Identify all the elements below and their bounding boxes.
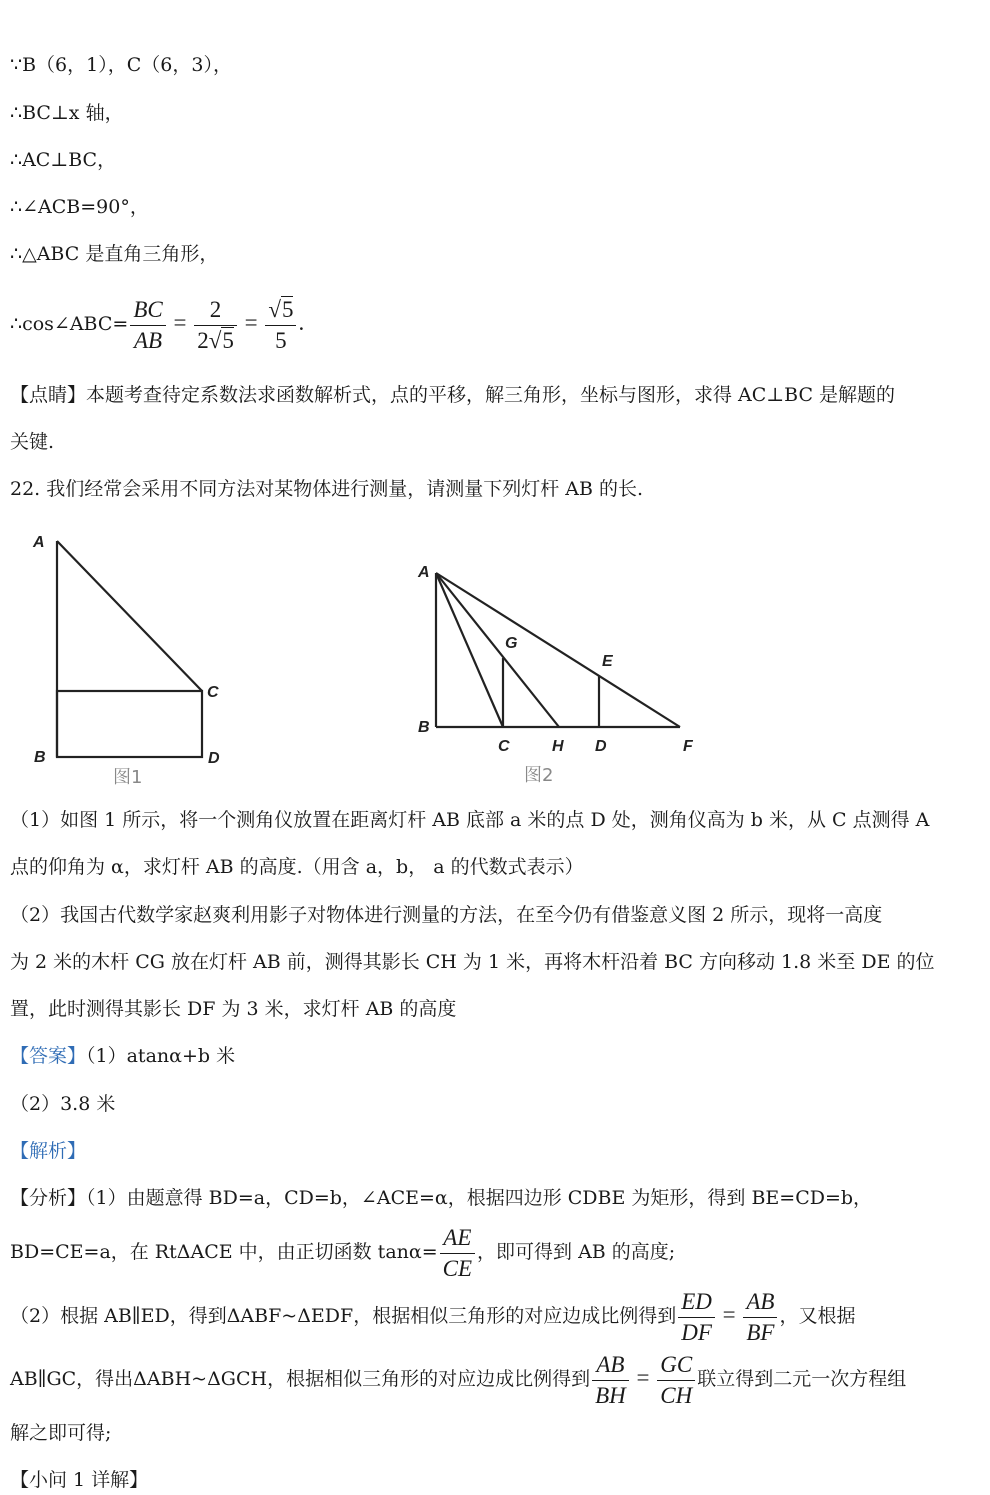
part-2-question: （2）我国古代数学家赵爽利用影子对物体进行测量的方法，在至今仍有借鉴意义图 2 所示，现将一高度	[10, 904, 883, 926]
figure-1	[57, 541, 202, 757]
label-g: G	[505, 635, 518, 652]
fraction-2-over-2root5	[194, 295, 237, 356]
fraction-denominator: 2√5	[197, 327, 234, 353]
fraction-root5-over-5	[265, 295, 296, 356]
question-figures	[0, 525, 990, 790]
label-a: A	[418, 564, 430, 581]
label-h: H	[552, 738, 564, 755]
answer-1: （1）atanα+b 米	[86, 1045, 236, 1067]
answer-2: （2）3.8 米	[10, 1093, 116, 1115]
dianjing-note: 【点睛】本题考查待定系数法求函数解析式，点的平移，解三角形，坐标与图形，求得 AC⊥BC 是解题的	[10, 384, 896, 406]
part-1-question: （1）如图 1 所示，将一个测角仪放置在距离灯杆 AB 底部 a 米的点 D 处，测角仪高为 b 米，从 C 点测得 A	[10, 809, 930, 831]
label-f: F	[683, 738, 693, 755]
dianjing-note-cont: 关键.	[10, 431, 55, 453]
fraction-ab-bf: $\frac{AB}{BF}$	[743, 1287, 777, 1348]
label-c: C	[498, 738, 510, 755]
label-c: C	[207, 684, 219, 701]
fraction-numerator: BC	[130, 295, 165, 326]
analysis-line-5: 解之即可得;	[10, 1422, 112, 1444]
line-cos-formula: ∴cos∠ABC= $\frac{BC}{AB}$ = $\frac{2}{2√5}$ = $\frac{√5}{5}$ .	[10, 292, 304, 356]
part-2-question-cont: 为 2 米的木杆 CG 放在灯杆 AB 前，测得其影长 CH 为 1 米，再将木杆沿着 BC 方向移动 1.8 米至 DE 的位	[10, 951, 935, 973]
fraction-ae-ce: $\frac{AE}{CE}$	[440, 1223, 475, 1284]
fraction-bc-ab	[130, 295, 165, 356]
sight-line-ac	[57, 541, 202, 691]
label-b: B	[34, 749, 46, 766]
analysis-line-2: BD=CE=a，在 RtΔACE 中，由正切函数 tanα= $\frac{AE}{CE}$ ，即可得到 AB 的高度;	[10, 1220, 675, 1284]
rectangle-bdce	[57, 691, 202, 757]
answer-tag: 【答案】	[10, 1045, 87, 1067]
line-ac	[436, 573, 503, 727]
ray-ah	[436, 573, 559, 727]
line-right-triangle: ∴△ABC 是直角三角形，	[10, 243, 219, 265]
analysis-line-3: （2）根据 AB∥ED，得到ΔABF~ΔEDF，根据相似三角形的对应边成比例得到 $\frac{ED}{DF}$ = $\frac{AB}{BF}$ ，又根据	[10, 1283, 856, 1348]
subquestion-1-detail-heading: 【小问 1 详解】	[10, 1469, 149, 1491]
fraction-ed-df: $\frac{ED}{DF}$	[678, 1287, 715, 1348]
line-ac-perp-bc: ∴AC⊥BC，	[10, 149, 117, 171]
answer-line-1	[10, 1044, 235, 1068]
label-b: B	[418, 719, 430, 736]
figure-2	[436, 573, 680, 727]
figure-2-caption: 图2	[524, 765, 554, 786]
figure-1-caption: 图1	[113, 767, 143, 788]
line-given-points: ∵B（6，1），C（6，3），	[10, 54, 232, 76]
fraction-denominator: AB	[133, 327, 163, 353]
line-bc-perp-x: ∴BC⊥x 轴，	[10, 102, 124, 124]
analysis-tag: 【解析】	[10, 1140, 87, 1162]
label-d: D	[208, 750, 220, 767]
label-e: E	[602, 653, 613, 670]
label-a: A	[33, 534, 45, 551]
part-2-question-end: 置，此时测得其影长 DF 为 3 米，求灯杆 AB 的高度	[10, 998, 457, 1020]
fraction-gc-ch: $\frac{GC}{CH}$	[657, 1350, 695, 1411]
analysis-line-1: 【分析】（1）由题意得 BD=a，CD=b，∠ACE=α，根据四边形 CDBE 为矩形，得到 BE=CD=b，	[10, 1187, 873, 1209]
fraction-numerator: √5	[265, 295, 296, 326]
question-22-title: 22. 我们经常会采用不同方法对某物体进行测量，请测量下列灯杆 AB 的长.	[10, 478, 644, 500]
label-d: D	[595, 738, 607, 755]
cos-prefix: ∴cos∠ABC=	[10, 313, 129, 335]
part-1-question-cont: 点的仰角为 α，求灯杆 AB 的高度.（用含 a，b， a 的代数式表示）	[10, 856, 584, 878]
line-angle-acb: ∴∠ACB=90°，	[10, 196, 149, 218]
ray-af	[436, 573, 680, 727]
analysis-line-4: AB∥GC，得出ΔABH~ΔGCH，根据相似三角形的对应边成比例得到 $\frac{AB}{BH}$ = $\frac{GC}{CH}$ 联立得到二元一次方程组	[10, 1346, 906, 1411]
fraction-denominator: 5	[275, 327, 287, 353]
fraction-ab-bh: $\frac{AB}{BH}$	[592, 1350, 629, 1411]
fraction-numerator: 2	[194, 295, 237, 326]
